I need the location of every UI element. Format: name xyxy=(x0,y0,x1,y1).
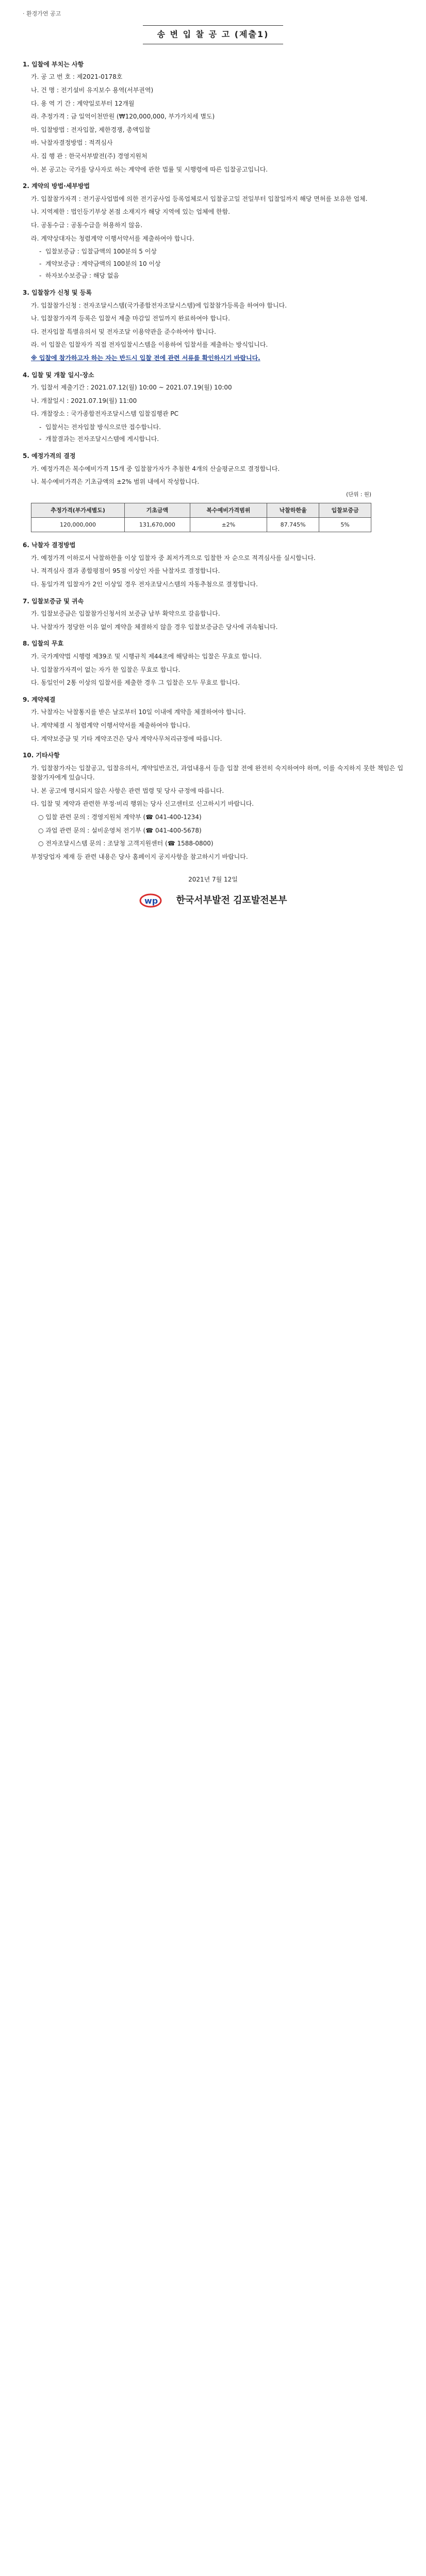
contact-line: ○ 과업 관련 문의 : 설비운영처 전기부 (☎ 041-400-5678) xyxy=(38,826,202,834)
section-heading: 2. 계약의 방법·세부방법 xyxy=(23,182,90,190)
table-cell: 87.745% xyxy=(267,518,319,532)
section-heading: 5. 예정가격의 결정 xyxy=(23,452,76,460)
price-table xyxy=(31,503,371,532)
table-row xyxy=(31,518,371,532)
logo-text: wp xyxy=(144,896,158,906)
paragraph: 가. 공 고 번 호 : 제2021-0178호 xyxy=(31,73,123,81)
table-header-row xyxy=(31,503,371,518)
paragraph: 다. 공동수급 : 공동수급을 허용하지 않음. xyxy=(31,221,143,229)
document-body xyxy=(0,0,426,911)
section-heading: 9. 계약체결 xyxy=(23,696,56,703)
section-1 xyxy=(23,60,403,174)
section-3 xyxy=(23,288,403,363)
paragraph: 나. 적격심사 결과 종합평점이 95점 이상인 자를 낙찰자로 결정합니다. xyxy=(31,567,220,575)
table-cell: 5% xyxy=(319,518,371,532)
paragraph: 사. 집 행 관 : 한국서부발전(주) 경영지원처 xyxy=(31,152,148,160)
paragraph: 가. 입찰참가신청 : 전자조달시스템(국가종합전자조달시스템)에 입찰참가등록을 하여야 합니다. xyxy=(31,301,287,309)
section-10 xyxy=(23,751,403,861)
list-item: - 개찰결과는 전자조달시스템에 게시합니다. xyxy=(38,434,403,444)
closing-note: 부정당업자 제재 등 관련 내용은 당사 홈페이지 공지사항을 참고하시기 바랍니다. xyxy=(31,853,248,860)
contact-line: ○ 입찰 관련 문의 : 경영지원처 계약부 (☎ 041-400-1234) xyxy=(38,814,202,821)
table-header-cell: 낙찰하한율 xyxy=(267,503,319,518)
paragraph: 가. 예정가격 이하로서 낙찰하한율 이상 입찰자 중 최저가격으로 입찰한 자 순으로 적격심사를 실시합니다. xyxy=(31,554,316,562)
contact-line: ○ 전자조달시스템 문의 : 조달청 고객지원센터 (☎ 1588-0800) xyxy=(38,840,214,848)
list-item: - 계약보증금 : 계약금액의 100분의 10 이상 xyxy=(38,259,403,269)
list-item: - 입찰보증금 : 입찰금액의 100분의 5 이상 xyxy=(38,247,403,257)
paragraph: 마. 입찰방법 : 전자입찰, 제한경쟁, 총액입찰 xyxy=(31,126,151,133)
section-heading: 3. 입찰참가 신청 및 등록 xyxy=(23,289,92,296)
emphasis-note: ※ 입찰에 참가하고자 하는 자는 반드시 입찰 전에 관련 서류를 확인하시기 바랍니다. xyxy=(31,354,260,362)
section-4 xyxy=(23,370,403,445)
paragraph: 아. 본 공고는 국가를 당사자로 하는 계약에 관한 법률 및 시행령에 따른 입찰공고입니다. xyxy=(31,165,268,173)
bullet-list xyxy=(23,422,403,444)
bullet-list xyxy=(23,247,403,281)
company-logo-icon xyxy=(139,893,172,908)
section-heading: 10. 기타사항 xyxy=(23,752,60,759)
paragraph: 가. 예정가격은 복수예비가격 15개 중 입찰참가자가 추첨한 4개의 산술평균으로 결정합니다. xyxy=(31,465,280,472)
table-unit: (단위 : 원) xyxy=(346,491,371,498)
paragraph: 가. 입찰참가자는 입찰공고, 입찰유의서, 계약일반조건, 과업내용서 등을 입찰 전에 완전히 숙지하여야 하며, 이를 숙지하지 못한 책임은 입찰참가자에게 있습니다. xyxy=(31,764,403,782)
section-8 xyxy=(23,639,403,687)
list-item: - 입찰서는 전자입찰 방식으로만 접수합니다. xyxy=(38,422,403,432)
paragraph: 나. 본 공고에 명시되지 않은 사항은 관련 법령 및 당사 규정에 따릅니다. xyxy=(31,787,224,794)
section-heading: 7. 입찰보증금 및 귀속 xyxy=(23,597,84,605)
table-header-cell: 추정가격(부가세별도) xyxy=(31,503,125,518)
paragraph: 라. 추정가격 : 금 일억이천만원 (₩120,000,000, 부가가치세 별도) xyxy=(31,113,215,121)
paragraph: 다. 동일가격 입찰자가 2인 이상일 경우 전자조달시스템의 자동추첨으로 결정합니다. xyxy=(31,580,258,588)
paragraph: 가. 입찰참가자격 : 전기공사업법에 의한 전기공사업 등록업체로서 입찰공고일 전일부터 입찰일까지 해당 면허를 보유한 업체. xyxy=(31,195,368,202)
paragraph: 나. 개찰일시 : 2021.07.19(월) 11:00 xyxy=(31,397,137,404)
paragraph: 나. 복수예비가격은 기초금액의 ±2% 범위 내에서 작성합니다. xyxy=(31,478,200,486)
paragraph: 가. 입찰보증금은 입찰참가신청서의 보증금 납부 확약으로 갈음합니다. xyxy=(31,610,220,618)
section-heading: 6. 낙찰자 결정방법 xyxy=(23,541,76,549)
paragraph: 다. 용 역 기 간 : 계약일로부터 12개월 xyxy=(31,99,135,107)
paragraph: 나. 건 명 : 전기설비 유지보수 용역(서부권역) xyxy=(31,87,154,94)
paragraph: 나. 낙찰자가 정당한 이유 없이 계약을 체결하지 않을 경우 입찰보증금은 당사에 귀속됩니다. xyxy=(31,623,278,631)
table-header-cell: 복수예비가격범위 xyxy=(190,503,267,518)
document-footer xyxy=(23,875,403,911)
section-heading: 1. 입찰에 부치는 사항 xyxy=(23,60,84,68)
paragraph: 가. 낙찰자는 낙찰통지를 받은 날로부터 10일 이내에 계약을 체결하여야 합니다. xyxy=(31,708,246,716)
section-heading: 4. 입찰 및 개찰 일시·장소 xyxy=(23,371,94,379)
paragraph: 다. 동일인이 2통 이상의 입찰서를 제출한 경우 그 입찰은 모두 무효로 합니다. xyxy=(31,679,240,687)
paragraph: 다. 계약보증금 및 기타 계약조건은 당사 계약사무처리규정에 따릅니다. xyxy=(31,735,222,742)
section-7 xyxy=(23,597,403,632)
paragraph: 다. 입찰 및 계약과 관련한 부정·비리 행위는 당사 신고센터로 신고하시기 바랍니다. xyxy=(31,800,254,808)
paragraph: 다. 전자입찰 특별유의서 및 전자조달 이용약관을 준수하여야 합니다. xyxy=(31,328,216,335)
document-category: · 환경가연 공고 xyxy=(23,10,61,17)
organization-name: 한국서부발전 김포발전본부 xyxy=(176,895,287,906)
table-header-cell: 기초금액 xyxy=(125,503,190,518)
document-title: 송 변 입 찰 공 고 (제출1) xyxy=(143,25,283,44)
paragraph: 나. 입찰참가자격 등록은 입찰서 제출 마감일 전일까지 완료하여야 합니다. xyxy=(31,315,230,323)
section-heading: 8. 입찰의 무효 xyxy=(23,640,64,648)
table-header-cell: 입찰보증금 xyxy=(319,503,371,518)
paragraph: 바. 낙찰자결정방법 : 적격심사 xyxy=(31,139,113,147)
list-item: - 하자보수보증금 : 해당 없음 xyxy=(38,271,403,281)
paragraph: 가. 국가계약법 시행령 제39조 및 시행규칙 제44조에 해당하는 입찰은 무효로 합니다. xyxy=(31,652,262,660)
paragraph: 다. 개찰장소 : 국가종합전자조달시스템 입찰집행관 PC xyxy=(31,410,178,418)
table-cell: ±2% xyxy=(190,518,267,532)
section-5 xyxy=(23,451,403,532)
paragraph: 라. 이 입찰은 입찰자가 직접 전자입찰시스템을 이용하여 입찰서를 제출하는 방식입니다. xyxy=(31,341,268,349)
paragraph: 나. 지역제한 : 법인등기부상 본점 소재지가 해당 지역에 있는 업체에 한함. xyxy=(31,208,230,216)
announcement-date: 2021년 7월 12일 xyxy=(188,876,238,884)
section-6 xyxy=(23,540,403,589)
organization-signature xyxy=(139,893,287,908)
paragraph: 가. 입찰서 제출기간 : 2021.07.12(월) 10:00 ~ 2021.07.19(월) 10:00 xyxy=(31,384,232,392)
table-cell: 120,000,000 xyxy=(31,518,125,532)
paragraph: 라. 계약상대자는 청렴계약 이행서약서를 제출하여야 합니다. xyxy=(31,234,194,242)
paragraph: 나. 계약체결 시 청렴계약 이행서약서를 제출하여야 합니다. xyxy=(31,721,190,729)
table-cell: 131,670,000 xyxy=(125,518,190,532)
section-2 xyxy=(23,181,403,281)
paragraph: 나. 입찰참가자격이 없는 자가 한 입찰은 무효로 합니다. xyxy=(31,666,181,673)
section-9 xyxy=(23,695,403,743)
